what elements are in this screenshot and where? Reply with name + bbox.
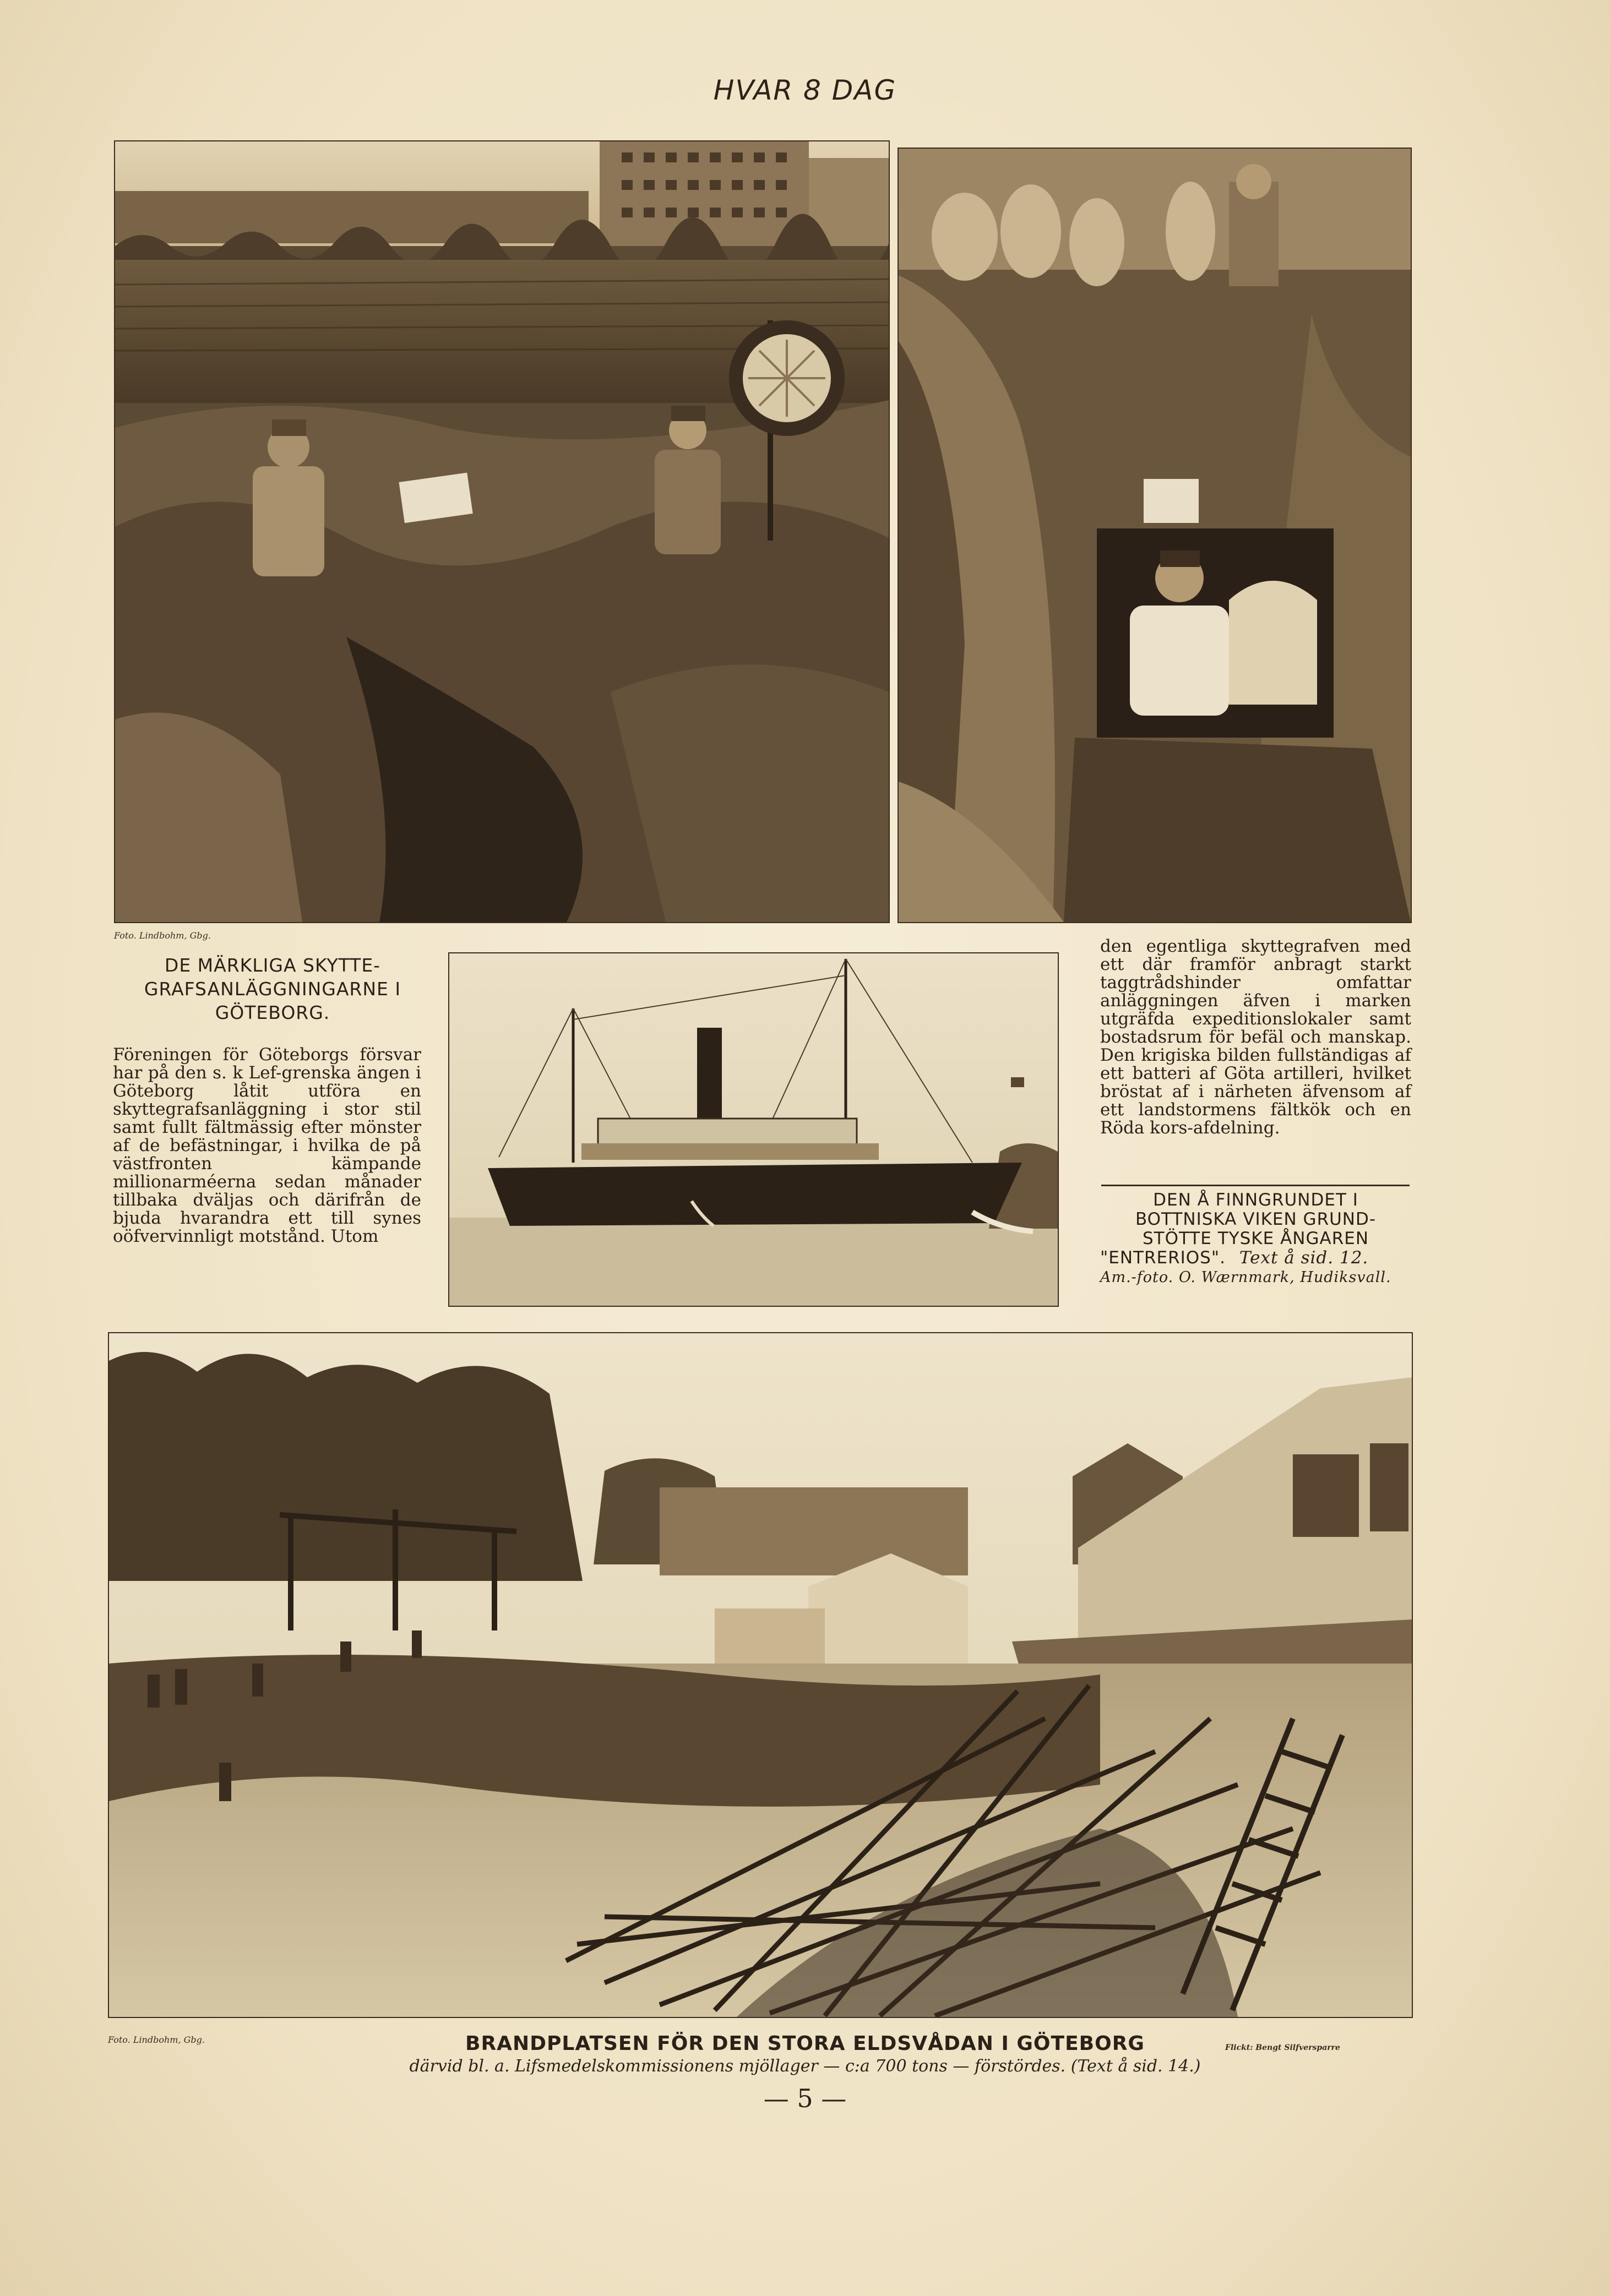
ship-caption-line-1: DEN Å FINNGRUNDET I [1153,1190,1358,1210]
fire-site-photo [108,1332,1413,2018]
trench-photo-credit: Foto. Lindbohm, Gbg. [114,930,211,941]
trench-article-body-right: den egentliga skyttegrafven med ett där framför anbragt starkt taggtrådshinder omfattar anläggningen äfven i marken utgräfda expeditionslokaler samt bostadsrum för befäl och manskap. Den krigiska bilden fullständigas af ett batteri af Göta artilleri, hvilket bröstat af i närheten äfvensom af ett landstormens fältkök och en Röda kors-afdelning. [1100,936,1411,1138]
trench-article-body-left: Föreningen för Göteborgs försvar har på den s. k Lef-grenska ängen i Göteborg låtit utföra en skyttegrafsanläggning i stor stil samt fullt fältmässig efter mönster af de befästningar, i hvilka de på västfronten kämpande millionarméerna sedan månader tillbaka dväljas och därifrån de bjuda hvarandra ett till synes oöfvervinnligt motstånd. Utom [113,1045,421,1246]
dugout-photo-right [898,148,1412,923]
fire-caption-subtext: därvid bl. a. Lifsmedelskommissionens mjöllager — c:a 700 tons — förstördes. (Text å sid. 14.) [409,2057,1201,2076]
fire-photo-credit-left: Foto. Lindbohm, Gbg. [108,2035,205,2045]
ship-caption-heading [1100,1191,1411,1287]
trench-article-heading [118,953,427,1024]
page-header: HVAR 8 DAG [713,74,897,106]
trench-heading-line-1: DE MÄRKLIGA SKYTTE- [164,955,381,976]
ship-name: "ENTRERIOS". [1100,1248,1226,1268]
ship-caption-rule-top [1101,1185,1410,1186]
steamer-entrerios-photo [448,952,1059,1307]
trench-heading-line-3: GÖTEBORG. [215,1002,330,1023]
fire-photo-credit-right: Flickt: Bengt Silfversparre [1225,2043,1340,2052]
trench-photo-left [114,140,890,923]
ship-caption-line-4 [1100,1248,1411,1268]
ship-text-ref: Text å sid. 12. [1239,1248,1369,1268]
ship-caption-line-3: STÖTTE TYSKE ÅNGAREN [1142,1229,1369,1248]
ship-photo-credit: Am.-foto. O. Wærnmark, Hudiksvall. [1100,1269,1391,1286]
trench-heading-line-2: GRAFSANLÄGGNINGARNE I [144,978,401,1000]
fire-caption-heading: BRANDPLATSEN FÖR DEN STORA ELDSVÅDAN I GÖTEBORG [465,2032,1145,2055]
page-number: — 5 — [763,2084,847,2113]
ship-caption-line-2: BOTTNISKA VIKEN GRUND- [1135,1209,1377,1229]
